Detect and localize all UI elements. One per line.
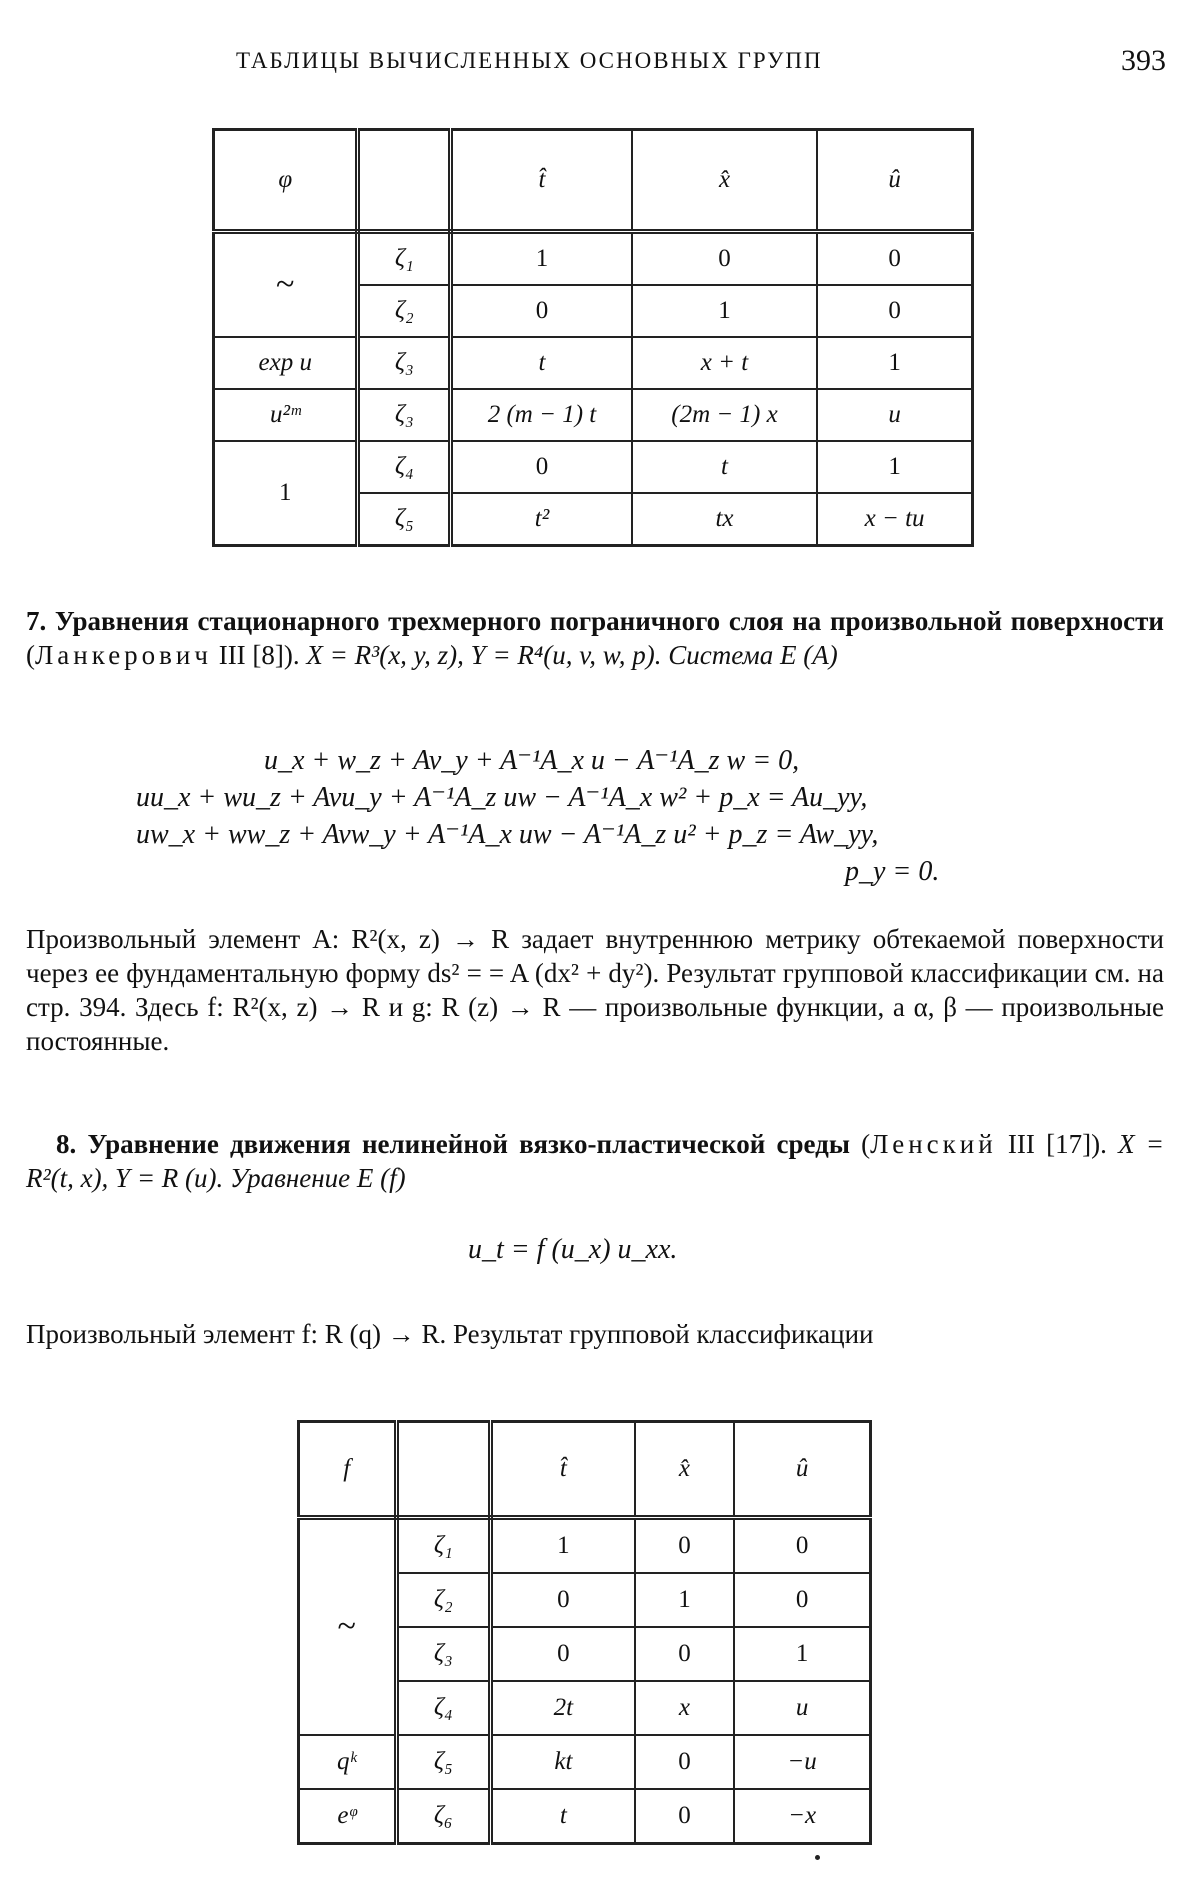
label-cell: 1 — [214, 441, 358, 546]
group-table-2 — [297, 1420, 872, 1845]
generator-cell: ζ₅ — [358, 493, 451, 546]
label-cell: ~ — [299, 1518, 397, 1736]
x-cell: t — [632, 441, 817, 493]
generator-cell: ζ₃ — [358, 389, 451, 441]
table-row — [214, 232, 973, 286]
x-cell: 0 — [635, 1735, 734, 1789]
page-number: 393 — [1121, 44, 1166, 77]
generator-cell: ζ₁ — [358, 232, 451, 286]
generator-cell: ζ₂ — [396, 1573, 491, 1627]
u-cell: u — [734, 1681, 870, 1735]
equation-3: uw_x + ww_z + Avw_y + A⁻¹A_x uw − A⁻¹A_z u² + p_z = Aw_yy, — [136, 819, 879, 850]
label-cell: eᵠ — [299, 1789, 397, 1844]
t-cell: 1 — [451, 232, 632, 286]
x-cell: 0 — [635, 1789, 734, 1844]
t-cell: t — [491, 1789, 635, 1844]
generator-cell: ζ₆ — [396, 1789, 491, 1844]
t-cell: t² — [451, 493, 632, 546]
u-cell: 0 — [817, 232, 972, 286]
header-cell-t: t̂ — [451, 130, 632, 232]
label-cell: ~ — [214, 232, 358, 338]
table-header-row — [214, 130, 973, 232]
print-speck — [815, 1855, 820, 1860]
x-cell: (2m − 1) x — [632, 389, 817, 441]
section-7-intro: 7. Уравнения стационарного трехмерного пограничного слоя на произвольной поверхности (Ланкерович III [8]). X = R³(x, y, z), Y = R⁴(u, v, w, p). Система E (A) — [26, 606, 1164, 670]
t-cell: 0 — [451, 441, 632, 493]
equation-5: u_t = f (u_x) u_xx. — [468, 1234, 678, 1265]
equation-4: p_y = 0. — [845, 856, 940, 887]
group-table-1 — [212, 128, 974, 547]
header-cell-f: f — [299, 1422, 397, 1518]
table-header-row — [299, 1422, 871, 1518]
header-cell-x: x̂ — [635, 1422, 734, 1518]
section-7-ref: III [8]). — [218, 640, 300, 670]
section-8-spaces: X = R²(t, x), Y = R (u). Уравнение E (f) — [26, 1129, 1165, 1193]
x-cell: x + t — [632, 337, 817, 389]
generator-cell: ζ₃ — [358, 337, 451, 389]
generator-cell: ζ₂ — [358, 285, 451, 337]
section-7-heading: 7. Уравнения стационарного трехмерного пограничного слоя на произвольной поверхности — [26, 606, 1164, 636]
header-cell-t: t̂ — [491, 1422, 635, 1518]
t-cell: 1 — [491, 1518, 635, 1574]
x-cell: 0 — [635, 1518, 734, 1574]
section-8-body: Произвольный элемент f: R (q) → R. Результат групповой классификации — [26, 1319, 874, 1349]
section-8-heading: 8. Уравнение движения нелинейной вязко-пластической среды — [56, 1129, 850, 1159]
header-cell-generator — [396, 1422, 491, 1518]
x-cell: tx — [632, 493, 817, 546]
table-row — [214, 441, 973, 493]
table-row — [299, 1735, 871, 1789]
t-cell: 0 — [491, 1573, 635, 1627]
u-cell: −x — [734, 1789, 870, 1844]
t-cell: 0 — [491, 1627, 635, 1681]
header-cell-u: û — [734, 1422, 870, 1518]
section-8-intro: 8. Уравнение движения нелинейной вязко-пластической среды (Ленский III [17]). X = R²(t, x), Y = R (u). Уравнение E (f) — [26, 1129, 1165, 1193]
t-cell: t — [451, 337, 632, 389]
t-cell: 2t — [491, 1681, 635, 1735]
generator-cell: ζ₃ — [396, 1627, 491, 1681]
x-cell: 1 — [635, 1573, 734, 1627]
header-cell-u: û — [817, 130, 972, 232]
t-cell: 2 (m − 1) t — [451, 389, 632, 441]
u-cell: 0 — [734, 1573, 870, 1627]
header-cell-phi: φ — [214, 130, 358, 232]
t-cell: kt — [491, 1735, 635, 1789]
u-cell: 1 — [817, 337, 972, 389]
section-7-body: Произвольный элемент A: R²(x, z) → R задает внутреннюю метрику обтекаемой поверхности через ее фундаментальную форму ds² = = A (dx² + dy²). Результат групповой классификации см. на стр. 394. Здесь f: R²(x, z) → R и g: R (z) → R — произвольные функции, а α, β — произвольные постоянные. — [26, 924, 1164, 1056]
u-cell: −u — [734, 1735, 870, 1789]
section-7-author: Ланкерович — [35, 640, 212, 670]
header-cell-x: x̂ — [632, 130, 817, 232]
label-cell: exp u — [214, 337, 358, 389]
table-row — [214, 337, 973, 389]
x-cell: x — [635, 1681, 734, 1735]
x-cell: 0 — [632, 232, 817, 286]
page-header — [26, 44, 1166, 84]
section-8-ref: III [17]). — [1007, 1129, 1107, 1159]
u-cell: 0 — [734, 1518, 870, 1574]
label-cell: qᵏ — [299, 1735, 397, 1789]
header-cell-generator — [358, 130, 451, 232]
table-row — [299, 1518, 871, 1574]
label-cell: u²ᵐ — [214, 389, 358, 441]
u-cell: 1 — [817, 441, 972, 493]
x-cell: 1 — [632, 285, 817, 337]
x-cell: 0 — [635, 1627, 734, 1681]
t-cell: 0 — [451, 285, 632, 337]
table-row — [299, 1789, 871, 1844]
u-cell: u — [817, 389, 972, 441]
u-cell: 0 — [817, 285, 972, 337]
generator-cell: ζ₁ — [396, 1518, 491, 1574]
generator-cell: ζ₄ — [396, 1681, 491, 1735]
running-title: ТАБЛИЦЫ ВЫЧИСЛЕННЫХ ОСНОВНЫХ ГРУПП — [236, 48, 823, 73]
u-cell: 1 — [734, 1627, 870, 1681]
equation-1: u_x + w_z + Av_y + A⁻¹A_x u − A⁻¹A_z w = 0, — [264, 745, 800, 776]
generator-cell: ζ₅ — [396, 1735, 491, 1789]
u-cell: x − tu — [817, 493, 972, 546]
equation-2: uu_x + wu_z + Avu_y + A⁻¹A_z uw − A⁻¹A_x w² + p_x = Au_yy, — [136, 782, 868, 813]
generator-cell: ζ₄ — [358, 441, 451, 493]
section-8-author: Ленский — [870, 1129, 997, 1159]
section-7-spaces: X = R³(x, y, z), Y = R⁴(u, v, w, p). Система E (A) — [306, 640, 838, 670]
table-row — [214, 389, 973, 441]
